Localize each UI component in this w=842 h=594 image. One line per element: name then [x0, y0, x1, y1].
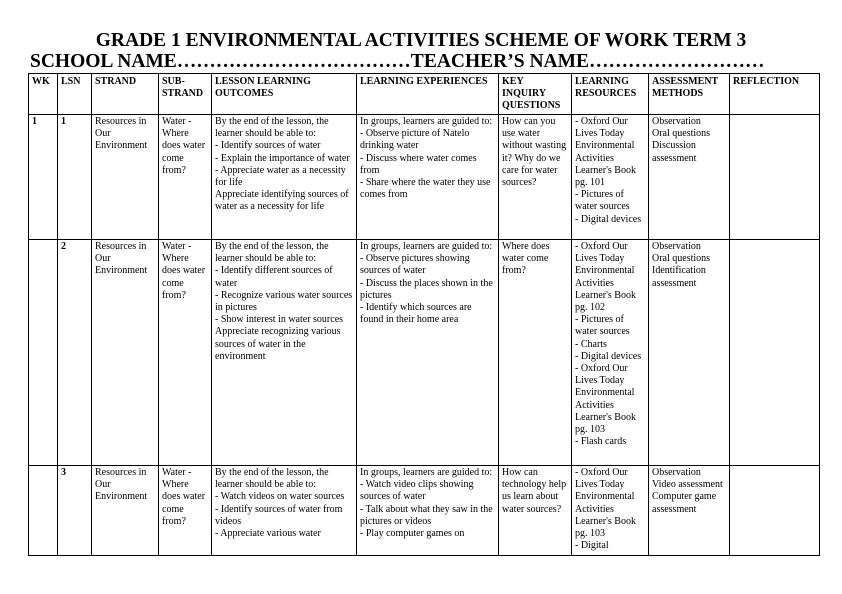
wk-cell [29, 466, 58, 556]
lsn-cell: 1 [58, 115, 92, 240]
strand-cell: Resources in Our Environment [92, 115, 159, 240]
header-resources: LEARNING RESOURCES [572, 74, 649, 115]
header-assessment: ASSESSMENT METHODS [649, 74, 730, 115]
table-row [29, 466, 820, 556]
resources-cell: - Oxford Our Lives Today Environmental Activities Learner's Book pg. 101 - Pictures of water sources - Digital devices [572, 115, 649, 240]
outcomes-cell: By the end of the lesson, the learner should be able to: - Identify different sources of water - Recognize various water sources in pictures - Show interest in water sources Appreciate recognizing various sources of water in the environment [212, 240, 357, 466]
experiences-cell: In groups, learners are guided to: - Observe picture of Natelo drinking water - Discuss where water comes from - Share where the water they use comes from [357, 115, 499, 240]
reflection-cell [730, 466, 820, 556]
resources-cell: - Oxford Our Lives Today Environmental Activities Learner's Book pg. 102 - Pictures of water sources - Charts - Digital devices - Oxford Our Lives Today Environmental Activities Learner's Book pg. 103 - Flash cards [572, 240, 649, 466]
questions-cell: How can you use water without wasting it? Why do we care for water sources? [499, 115, 572, 240]
header-reflection: REFLECTION [730, 74, 820, 115]
lsn-cell: 2 [58, 240, 92, 466]
table-row [29, 240, 820, 466]
experiences-cell: In groups, learners are guided to: - Observe pictures showing sources of water - Discuss the places shown in the pictures - Identify which sources are found in their home area [357, 240, 499, 466]
reflection-cell [730, 240, 820, 466]
experiences-cell: In groups, learners are guided to: - Watch video clips showing sources of water - Talk about what they saw in the pictures or videos - Play computer games on [357, 466, 499, 556]
questions-cell: How can technology help us learn about water sources? [499, 466, 572, 556]
lsn-cell: 3 [58, 466, 92, 556]
assessment-cell: Observation Video assessment Computer game assessment [649, 466, 730, 556]
outcomes-cell: By the end of the lesson, the learner should be able to: - Watch videos on water sources - Identify sources of water from videos - Appreciate various water [212, 466, 357, 556]
assessment-cell: Observation Oral questions Discussion assessment [649, 115, 730, 240]
table-row [29, 115, 820, 240]
header-strand: STRAND [92, 74, 159, 115]
resources-cell: - Oxford Our Lives Today Environmental Activities Learner's Book pg. 103 - Digital [572, 466, 649, 556]
reflection-cell [730, 115, 820, 240]
scheme-of-work-table [28, 73, 820, 556]
header-outcomes: LESSON LEARNING OUTCOMES [212, 74, 357, 115]
outcomes-cell: By the end of the lesson, the learner should be able to: - Identify sources of water - Explain the importance of water - Appreciate water as a necessity for life Appreciate identifying sources of water as a necessity for life [212, 115, 357, 240]
substrand-cell: Water - Where does water come from? [159, 466, 212, 556]
strand-cell: Resources in Our Environment [92, 466, 159, 556]
document-title: GRADE 1 ENVIRONMENTAL ACTIVITIES SCHEME OF WORK TERM 3 [95, 30, 747, 51]
school-teacher-line: SCHOOL NAME………………………………TEACHER’S NAME……………………… [30, 51, 765, 72]
header-experiences: LEARNING EXPERIENCES [357, 74, 499, 115]
assessment-cell: Observation Oral questions Identification assessment [649, 240, 730, 466]
questions-cell: Where does water come from? [499, 240, 572, 466]
strand-cell: Resources in Our Environment [92, 240, 159, 466]
header-questions: KEY INQUIRY QUESTIONS [499, 74, 572, 115]
substrand-cell: Water - Where does water come from? [159, 115, 212, 240]
substrand-cell: Water - Where does water come from? [159, 240, 212, 466]
wk-cell: 1 [29, 115, 58, 240]
wk-cell [29, 240, 58, 466]
header-row [29, 74, 820, 115]
header-wk: WK [29, 74, 58, 115]
header-substrand: SUB-STRAND [159, 74, 212, 115]
header-lsn: LSN [58, 74, 92, 115]
